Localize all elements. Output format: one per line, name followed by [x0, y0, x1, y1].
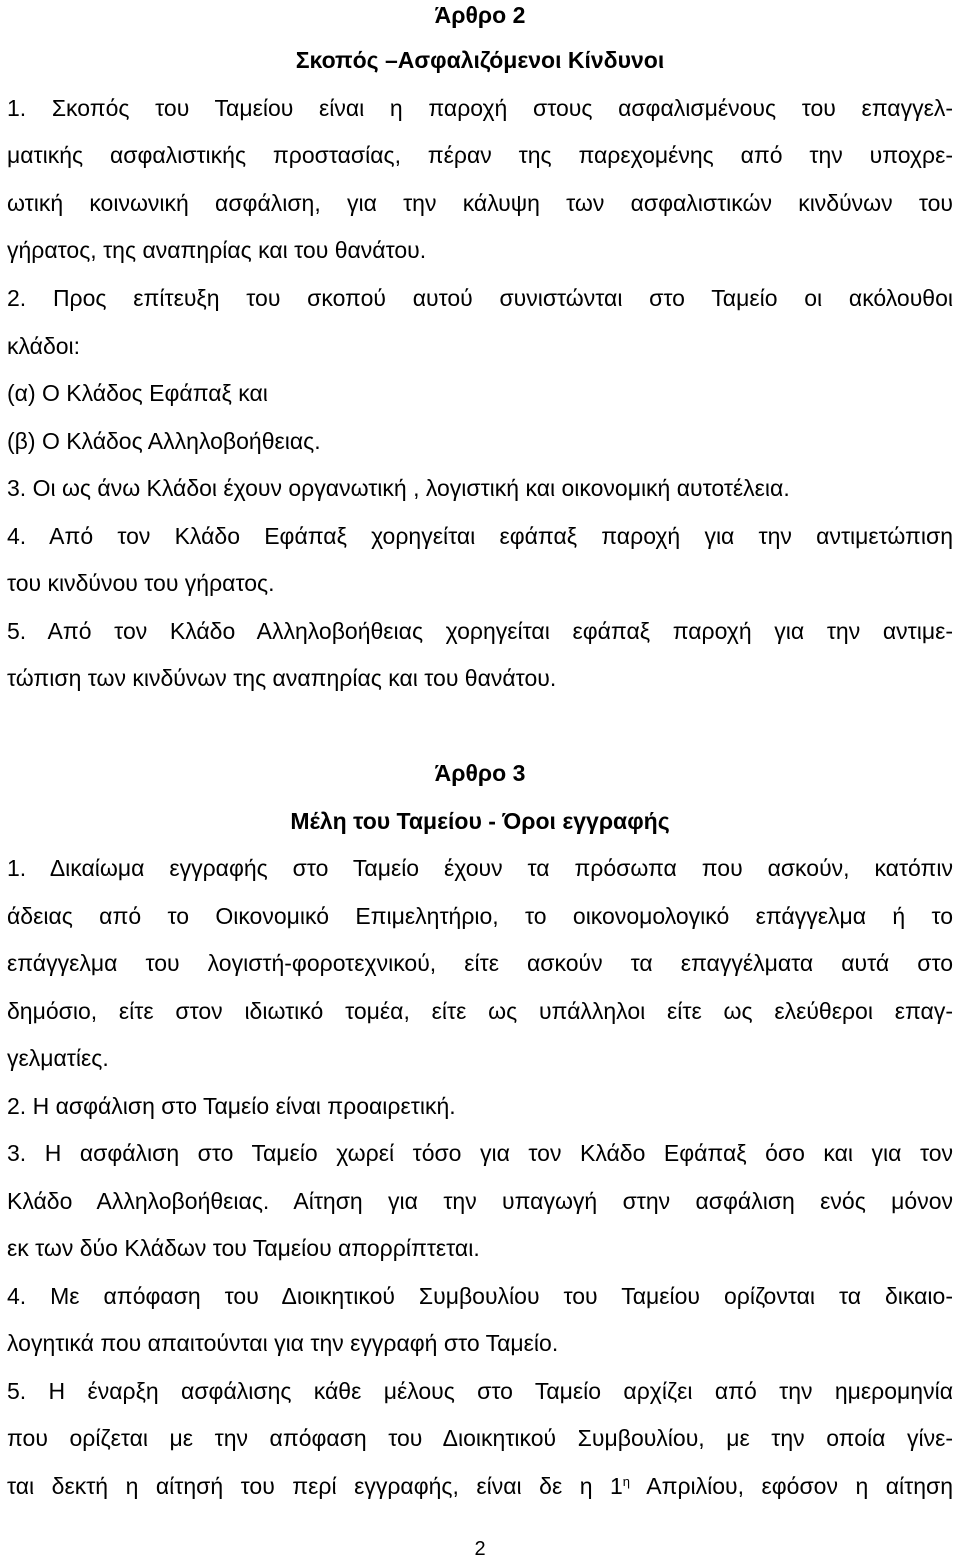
article-3-line-5: γελματίες. — [7, 1045, 109, 1071]
article-3-line-14-end: Απριλίου, εφόσον η αίτηση — [630, 1473, 954, 1499]
article-2-line-11: του κινδύνου του γήρατος. — [7, 570, 275, 596]
article-3-line-7: 3. Η ασφάλιση στο Ταμείο χωρεί τόσο για τον Κλάδο Εφάπαξ όσο και για τον — [7, 1140, 953, 1166]
article-2-line-12: 5. Από τον Κλάδο Αλληλοβοήθειας χορηγείται εφάπαξ παροχή για την αντιμε- — [7, 618, 953, 644]
page-number: 2 — [474, 1538, 486, 1560]
article-3-line-10: 4. Με απόφαση του Διοικητικού Συμβουλίου του Ταμείου ορίζονται τα δικαιο- — [7, 1283, 953, 1309]
article-2-line-2: ματικής ασφαλιστικής προστασίας, πέραν της παρεχομένης από την υποχρε- — [7, 142, 953, 168]
article-2-line-5: 2. Προς επίτευξη του σκοπού αυτού συνιστώνται στο Ταμείο οι ακόλουθοι — [7, 285, 953, 311]
article-2-line-3: ωτική κοινωνική ασφάλιση, για την κάλυψη των ασφαλιστικών κινδύνων του — [7, 190, 953, 216]
article-3-line-14-start: ται δεκτή η αίτησή του περί εγγραφής, είναι δε η 1 — [7, 1473, 623, 1499]
article-3-line-1: 1. Δικαίωμα εγγραφής στο Ταμείο έχουν τα πρόσωπα που ασκούν, κατόπιν — [7, 855, 953, 881]
article-2-line-9: 3. Οι ως άνω Κλάδοι έχουν οργανωτική , λογιστική και οικονομική αυτοτέλεια. — [7, 475, 790, 501]
article-2-heading: Άρθρο 2 — [434, 2, 526, 28]
article-2-line-13: τώπιση των κινδύνων της αναπηρίας και του θανάτου. — [7, 665, 557, 691]
article-3-line-8: Κλάδο Αλληλοβοήθειας. Αίτηση για την υπαγωγή στην ασφάλιση ενός μόνον — [7, 1188, 953, 1214]
article-2-line-7: (α) Ο Κλάδος Εφάπαξ και — [7, 380, 268, 406]
article-2-line-1: 1. Σκοπός του Ταμείου είναι η παροχή στους ασφαλισμένους του επαγγελ- — [7, 95, 953, 121]
article-2-line-10: 4. Από τον Κλάδο Εφάπαξ χορηγείται εφάπαξ παροχή για την αντιμετώπιση — [7, 523, 953, 549]
article-3-heading: Άρθρο 3 — [434, 760, 526, 786]
article-3-line-6: 2. Η ασφάλιση στο Ταμείο είναι προαιρετική. — [7, 1093, 456, 1119]
article-2-line-6: κλάδοι: — [7, 333, 81, 359]
article-3-subheading: Μέλη του Ταμείου - Όροι εγγραφής — [290, 808, 670, 834]
ordinal-superscript: η — [622, 1474, 631, 1489]
article-2-line-4: γήρατος, της αναπηρίας και του θανάτου. — [7, 237, 427, 263]
article-3-line-14 — [7, 1473, 953, 1499]
article-3-line-2: άδειας από το Οικονομικό Επιμελητήριο, το οικονομολογικό επάγγελμα ή το — [7, 903, 953, 929]
article-2-subheading: Σκοπός –Ασφαλιζόμενοι Κίνδυνοι — [295, 47, 665, 73]
article-3-line-4: δημόσιο, είτε στον ιδιωτικό τομέα, είτε ως υπάλληλοι είτε ως ελεύθεροι επαγ- — [7, 998, 953, 1024]
article-3-line-3: επάγγελμα του λογιστή-φοροτεχνικού, είτε ασκούν τα επαγγέλματα αυτά στο — [7, 950, 953, 976]
article-3-line-13: που ορίζεται με την απόφαση του Διοικητικού Συμβουλίου, με την οποία γίνε- — [7, 1425, 953, 1451]
article-3-line-11: λογητικά που απαιτούνται για την εγγραφή στο Ταμείο. — [7, 1330, 559, 1356]
article-3-line-9: εκ των δύο Κλάδων του Ταμείου απορρίπτεται. — [7, 1235, 480, 1261]
article-3-line-12: 5. Η έναρξη ασφάλισης κάθε μέλους στο Ταμείο αρχίζει από την ημερομηνία — [7, 1378, 953, 1404]
article-2-line-8: (β) Ο Κλάδος Αλληλοβοήθειας. — [7, 428, 321, 454]
